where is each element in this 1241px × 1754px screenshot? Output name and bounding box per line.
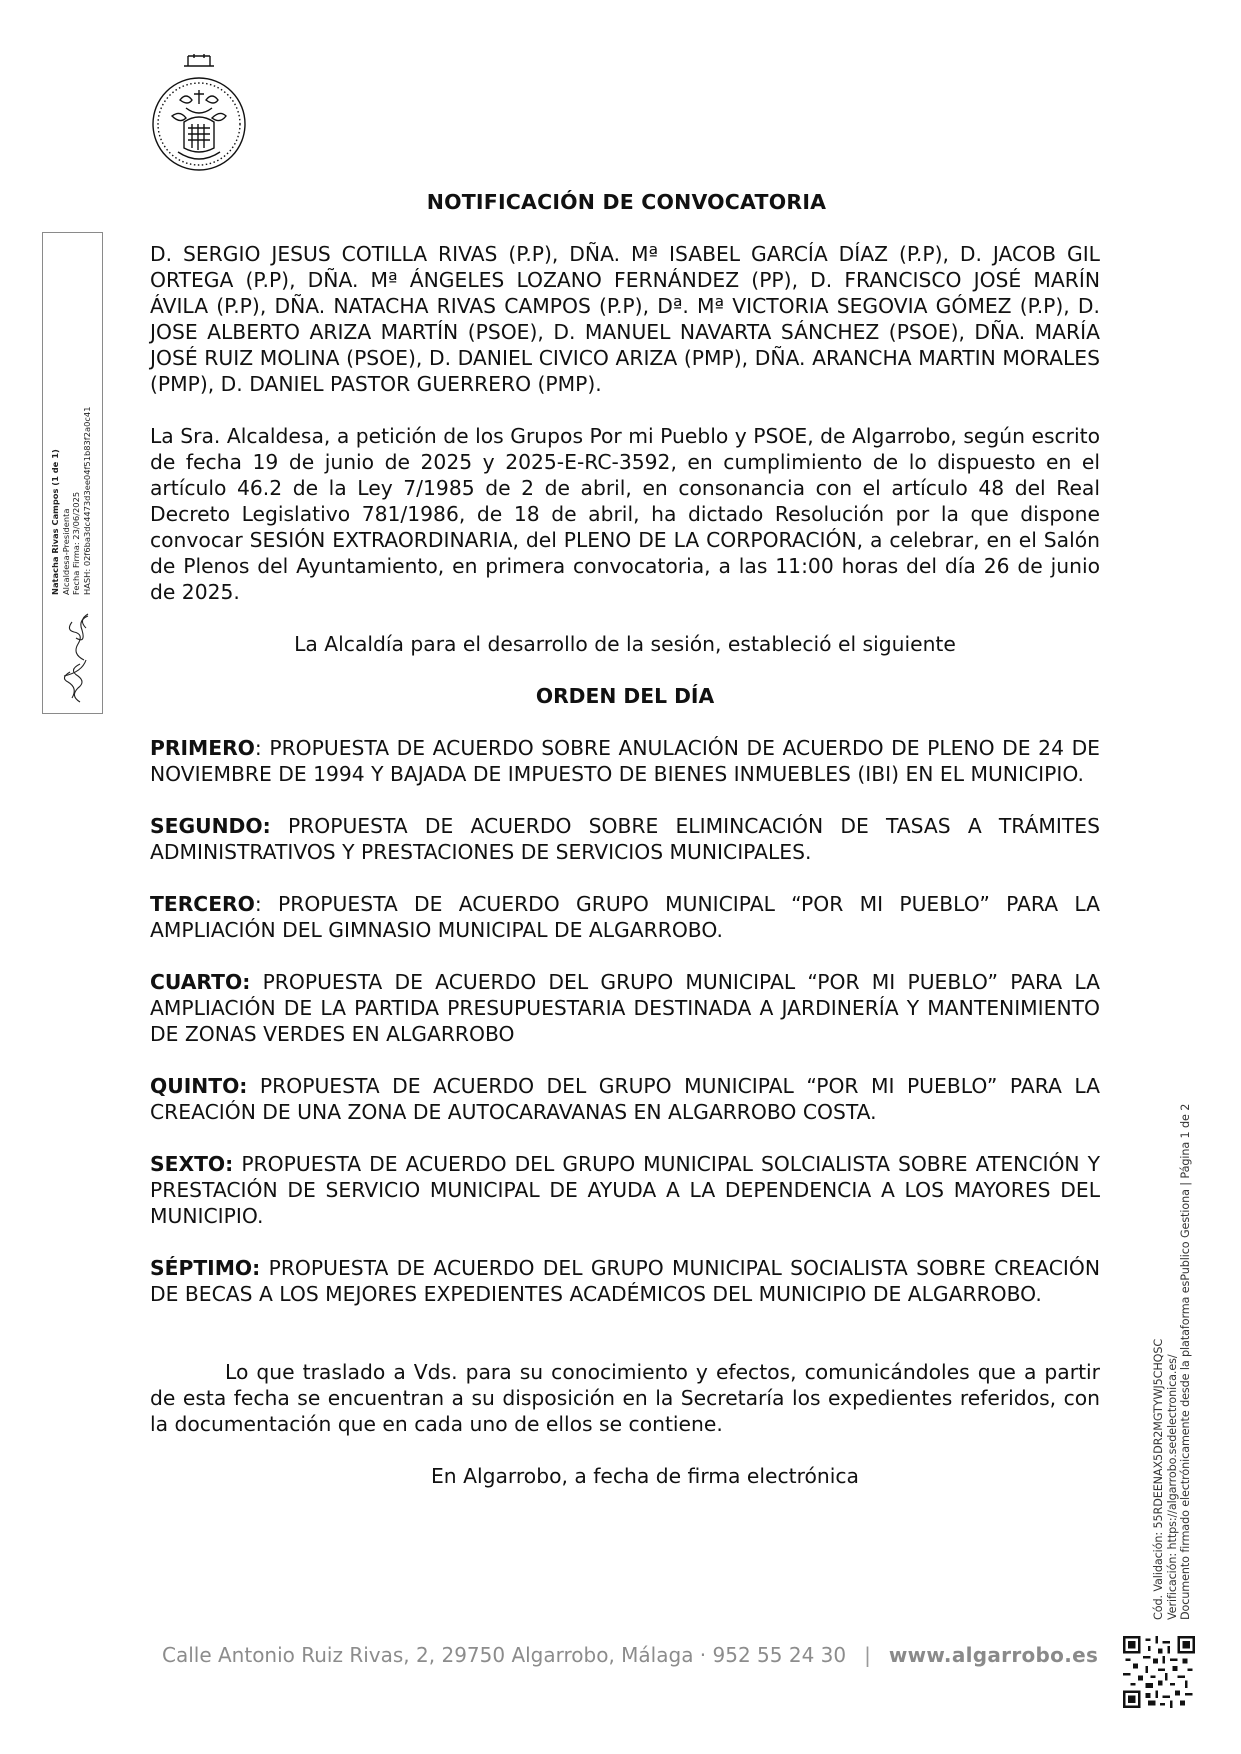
signer-role: Alcaldesa-Presidenta [60, 508, 71, 595]
municipal-seal-icon [150, 52, 248, 174]
agenda-item-text: PROPUESTA DE ACUERDO DEL GRUPO MUNICIPAL “POR MI PUEBLO” PARA LA CREACIÓN DE UNA ZONA DE AUTOCARAVANAS EN ALGARROBO COSTA. [150, 1074, 1101, 1124]
agenda-item-separator [247, 1074, 260, 1098]
agenda-item-text: PROPUESTA DE ACUERDO DEL GRUPO MUNICIPAL SOCIALISTA SOBRE CREACIÓN DE BECAS A LOS MEJORES EXPEDIENTES ACADÉMICOS DEL MUNICIPIO DE ALGARROBO. [150, 1256, 1100, 1306]
footer [162, 1643, 1099, 1667]
agenda-item-ordinal: SEGUNDO: [150, 814, 271, 838]
qr-code-icon [1123, 1636, 1195, 1708]
agenda-item-separator: : [254, 736, 270, 760]
handwritten-signature [50, 598, 98, 710]
agenda-item-ordinal: SÉPTIMO: [150, 1256, 261, 1280]
agenda-item-text: PROPUESTA DE ACUERDO SOBRE ELIMINCACIÓN DE TASAS A TRÁMITES ADMINISTRATIVOS Y PRESTACIONES DE SERVICIOS MUNICIPALES. [150, 814, 1100, 864]
footer-address: Calle Antonio Ruiz Rivas, 2, 29750 Algarrobo, Málaga · 952 55 24 30 [162, 1643, 847, 1667]
agenda-item [150, 969, 1100, 1047]
agenda-item [150, 813, 1100, 865]
document-body [150, 241, 1100, 1489]
agenda-item [150, 1073, 1100, 1125]
closing-paragraph: Lo que traslado a Vds. para su conocimiento y efectos, comunicándoles que a partir de esta fecha se encuentran a su disposición en la Secretaría los expedientes referidos, con la documentación que en cada uno de ellos se contiene. [150, 1360, 1100, 1436]
signature-date: Fecha Firma: 23/06/2025 [71, 491, 81, 595]
validation-code: Cód. Validación: 55RDEENAX5DR2MGTYWJ5CHQSC [1152, 1338, 1165, 1620]
agenda-item-separator [271, 814, 288, 838]
agenda-item-ordinal: PRIMERO [150, 736, 255, 760]
agenda-heading: ORDEN DEL DÍA [535, 684, 715, 708]
agenda-item [150, 735, 1100, 787]
agenda-item-text: PROPUESTA DE ACUERDO DEL GRUPO MUNICIPAL SOLCIALISTA SOBRE ATENCIÓN Y PRESTACIÓN DE SERVICIO MUNICIPAL DE AYUDA A LA DEPENDENCIA A LOS MAYORES DEL MUNICIPIO. [150, 1152, 1101, 1228]
agenda-item-separator [250, 970, 262, 994]
agenda-item-ordinal: TERCERO [150, 892, 255, 916]
agenda-item-text: PROPUESTA DE ACUERDO SOBRE ANULACIÓN DE ACUERDO DE PLENO DE 24 DE NOVIEMBRE DE 1994 Y BAJADA DE IMPUESTO DE BIENES INMUEBLES (IBI) EN EL MUNICIPIO. [150, 736, 1100, 786]
document-title: NOTIFICACIÓN DE CONVOCATORIA [426, 190, 827, 214]
agenda-item-ordinal: QUINTO: [150, 1074, 248, 1098]
agenda-item-separator: : [254, 892, 279, 916]
convocation-paragraph: La Sra. Alcaldesa, a petición de los Grupos Por mi Pueblo y PSOE, de Algarrobo, según escrito de fecha 19 de junio de 2025 y 2025-E-RC-3592, en cumplimiento de lo dispuesto en el artículo 46.2 de la Ley 7/1985 de 2 de abril, en consonancia con el artículo 48 del Real Decreto Legislativo 781/1986, de 18 de abril, ha dictado Resolución por la que dispone convocar SESIÓN EXTRAORDINARIA, del PLENO DE LA CORPORACIÓN, a celebrar, en el Salón de Plenos del Ayuntamiento, en primera convocatoria, a las 11:00 horas del día 26 de junio de 2025. [150, 424, 1100, 604]
signer-name: Natacha Rivas Campos (1 de 1) [50, 449, 60, 595]
agenda-item-ordinal: CUARTO: [150, 970, 251, 994]
footer-divider: | [864, 1643, 871, 1667]
validation-strip [1148, 1100, 1198, 1620]
agenda-item [150, 891, 1100, 943]
agenda-intro: La Alcaldía para el desarrollo de la sesión, estableció el siguiente [294, 632, 956, 656]
agenda-item-text: PROPUESTA DE ACUERDO GRUPO MUNICIPAL “POR MI PUEBLO” PARA LA AMPLIACIÓN DEL GIMNASIO MUNICIPAL DE ALGARROBO. [150, 892, 1100, 942]
agenda-item-text: PROPUESTA DE ACUERDO DEL GRUPO MUNICIPAL “POR MI PUEBLO” PARA LA AMPLIACIÓN DE LA PARTIDA PRESUPUESTARIA DESTINADA A JARDINERÍA Y MANTENIMIENTO DE ZONAS VERDES EN ALGARROBO [150, 970, 1101, 1046]
verification-url: Verificación: https://algarrobo.sedelectronica.es/ [1165, 1354, 1179, 1620]
signature-hash: HASH: 02f6ba3dc4473d3ee04f51b83f2a0c41 [81, 406, 92, 595]
agenda-item [150, 1151, 1100, 1229]
agenda-item-separator [260, 1256, 268, 1280]
footer-website-link[interactable]: www.algarrobo.es [888, 1643, 1099, 1667]
signing-platform-note: Documento firmado electrónicamente desde la plataforma esPublico Gestiona | Página 1 de 2 [1179, 1103, 1192, 1620]
dateline: En Algarrobo, a fecha de firma electrónica [430, 1464, 859, 1488]
attendees-paragraph: D. SERGIO JESUS COTILLA RIVAS (P.P), DÑA. Mª ISABEL GARCÍA DÍAZ (P.P), D. JACOB GIL ORTEGA (P.P), DÑA. Mª ÁNGELES LOZANO FERNÁNDEZ (PP), D. FRANCISCO JOSÉ MARÍN ÁVILA (P.P), DÑA. NATACHA RIVAS CAMPOS (P.P), Dª. Mª VICTORIA SEGOVIA GÓMEZ (P.P), D. JOSE ALBERTO ARIZA MARTÍN (PSOE), D. MANUEL NAVARTA SÁNCHEZ (PSOE), DÑA. MARÍA JOSÉ RUIZ MOLINA (PSOE), D. DANIEL CIVICO ARIZA (PMP), DÑA. ARANCHA MARTIN MORALES (PMP), D. DANIEL PASTOR GUERRERO (PMP). [150, 242, 1100, 396]
agenda-item-ordinal: SEXTO: [150, 1152, 234, 1176]
agenda-item [150, 1255, 1100, 1307]
